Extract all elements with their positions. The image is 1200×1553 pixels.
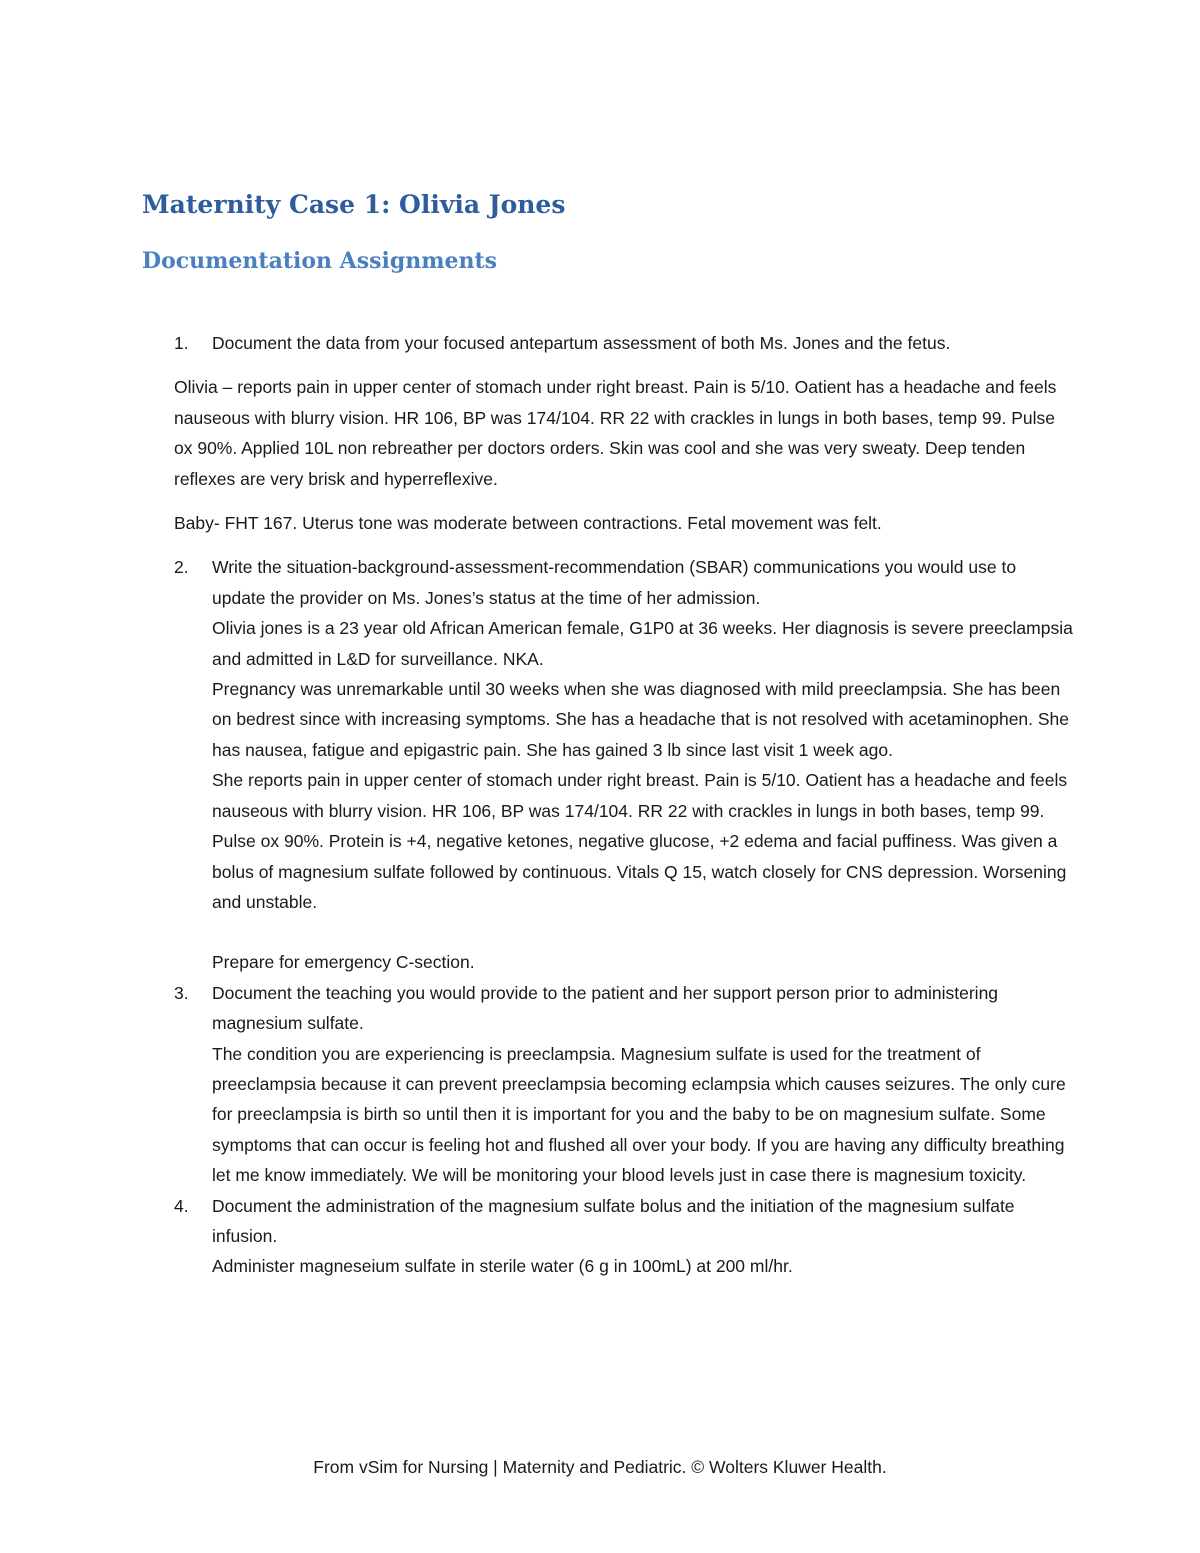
list-item-3 — [174, 978, 1074, 1191]
page-subtitle: Documentation Assignments — [142, 248, 498, 274]
sbar-background: Pregnancy was unremarkable until 30 weeks when she was diagnosed with mild preeclampsia. She has been on bedrest since with increasing symptoms. She has a headache that is not resolved with acetaminophen. She has nausea, fatigue and epigastric pain. She has gained 3 lb since last visit 1 week ago. — [212, 679, 1070, 760]
answer-baby-assessment: Baby- FHT 167. Uterus tone was moderate between contractions. Fetal movement was felt. — [174, 513, 882, 534]
list-item-1 — [174, 328, 1074, 358]
item-number: 2. — [174, 557, 189, 578]
administration-answer: Administer magneseium sulfate in sterile water (6 g in 100mL) at 200 ml/hr. — [212, 1256, 793, 1277]
assignment-body — [174, 328, 1074, 1282]
item-prompt: Document the administration of the magnesium sulfate bolus and the initiation of the magnesium sulfate infusion. — [212, 1195, 1015, 1246]
sbar-situation: Olivia jones is a 23 year old African American female, G1P0 at 36 weeks. Her diagnosis is severe preeclampsia and admitted in L&D for surveillance. NKA. — [212, 618, 1073, 669]
sbar-assessment: She reports pain in upper center of stomach under right breast. Pain is 5/10. Oatient has a headache and feels nauseous with blurry vision. HR 106, BP was 174/104. RR 22 with crackles in lungs in both bases, temp 99. Pulse ox 90%. Protein is +4, negative ketones, negative glucose, +2 edema and facial puffiness. Was given a bolus of magnesium sulfate followed by continuous. Vitals Q 15, watch closely for CNS depression. Worsening and unstable. — [212, 770, 1068, 912]
item-number: 4. — [174, 1195, 189, 1216]
item-prompt: Document the data from your focused antepartum assessment of both Ms. Jones and the fetus. — [212, 333, 951, 353]
sbar-recommendation: Prepare for emergency C-section. — [212, 952, 475, 973]
list-item-4 — [174, 1191, 1074, 1282]
page-footer: From vSim for Nursing | Maternity and Pediatric. © Wolters Kluwer Health. — [313, 1457, 887, 1477]
page-title: Maternity Case 1: Olivia Jones — [142, 190, 566, 219]
item-number: 3. — [174, 982, 189, 1003]
list-item-2 — [174, 552, 1074, 977]
answer-olivia-assessment: Olivia – reports pain in upper center of stomach under right breast. Pain is 5/10. Oatient has a headache and feels nauseous with blurry vision. HR 106, BP was 174/104. RR 22 with crackles in lungs in both bases, temp 99. Pulse ox 90%. Applied 10L non rebreather per doctors orders. Skin was cool and she was very sweaty. Deep tenden reflexes are very brisk and hyperreflexive. — [174, 377, 1057, 489]
item-prompt: Document the teaching you would provide to the patient and her support person prior to administering magnesium sulfate. — [212, 982, 999, 1034]
teaching-answer: The condition you are experiencing is preeclampsia. Magnesium sulfate is used for the treatment of preeclampsia because it can prevent preeclampsia becoming eclampsia which causes seizures. The only cure for preeclampsia is birth so until then it is important for you and the baby to be on magnesium sulfate. Some symptoms that can occur is feeling hot and flushed all over your body. If you are having any difficulty breathing let me know immediately. We will be monitoring your blood levels just in case there is magnesium toxicity. — [212, 1043, 1066, 1186]
item-prompt: Write the situation-background-assessment-recommendation (SBAR) communications you would use to update the provider on Ms. Jones’s status at the time of her admission. — [212, 557, 1017, 608]
item-number: 1. — [174, 333, 189, 353]
